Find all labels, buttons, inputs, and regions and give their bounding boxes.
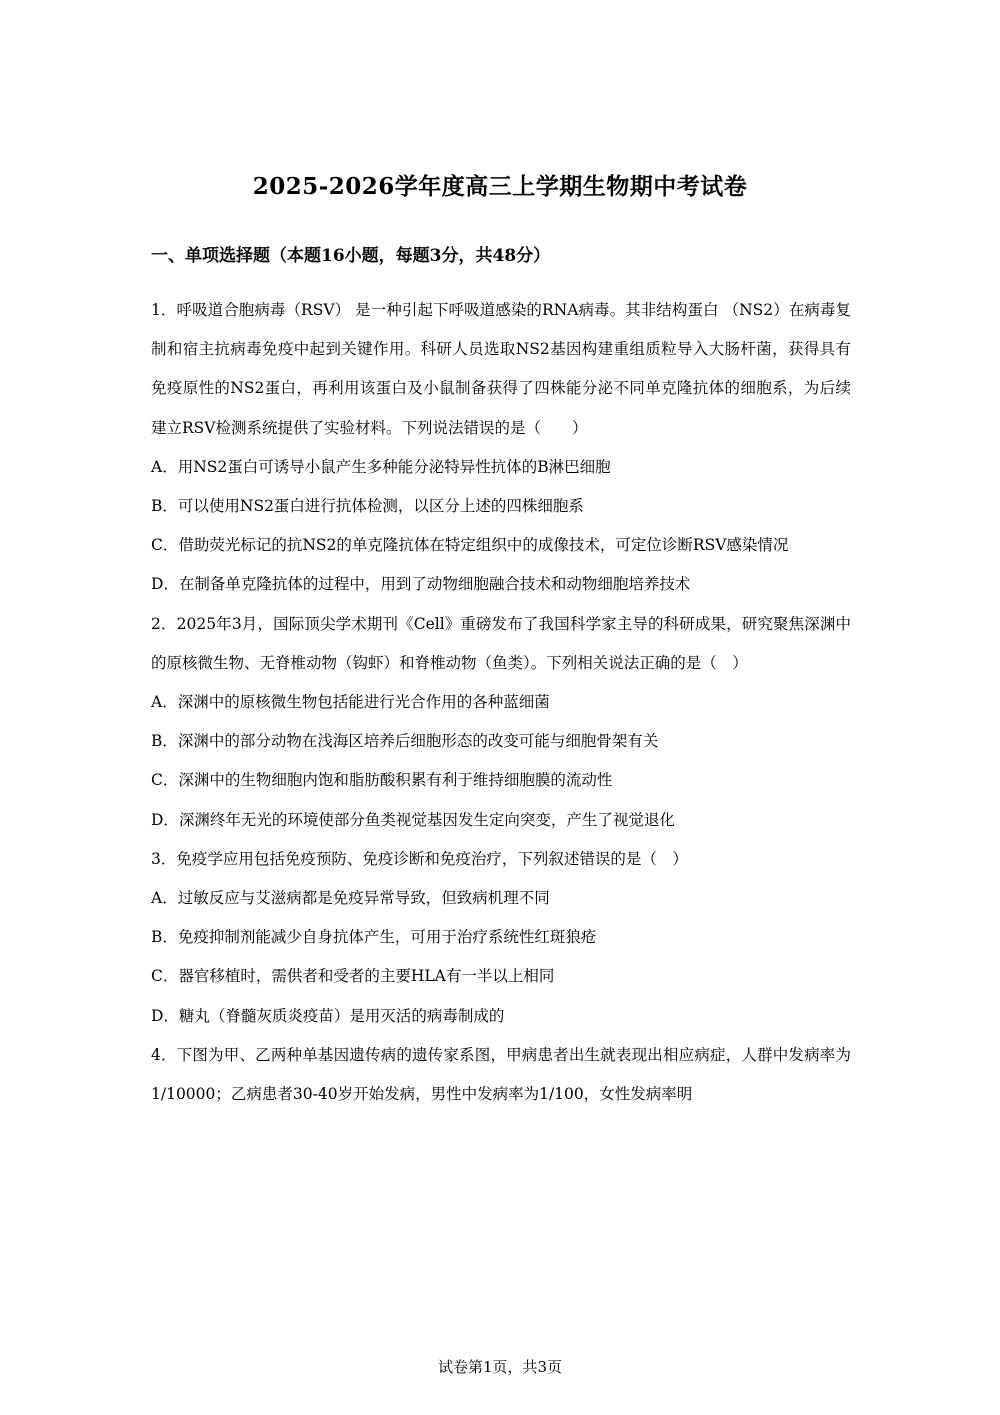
section-heading: 一、单项选择题（本题16小题，每题3分，共48分） [151,246,551,266]
question-stem: 1．呼吸道合胞病毒（RSV） 是一种引起下呼吸道感染的RNA病毒。其非结构蛋白 （NS2）在病毒复制和宿主抗病毒免疫中起到关键作用。科研人员选取NS2基因构建重组质粒导入大肠杆菌，获得具有免疫原性的NS2蛋白，再利用该蛋白及小鼠制备获得了四株能分泌不同单克隆抗体的细胞系，为后续建立RSV检测系统提供了实验材料。下列说法错误的是（ ） [151,301,851,437]
question-option-a: A．过敏反应与艾滋病都是免疫异常导致，但致病机理不同 [151,889,550,908]
question-4 [151,1036,851,1114]
question-1 [151,291,851,605]
question-option-c: C．器官移植时，需供者和受者的主要HLA有一半以上相同 [151,967,555,986]
page-title: 2025-2026学年度高三上学期生物期中考试卷 [252,173,748,200]
question-stem: 4．下图为甲、乙两种单基因遗传病的遗传家系图，甲病患者出生就表现出相应病症，人群中发病率为1/10000；乙病患者30-40岁开始发病，男性中发病率为1/100，女性发病率明 [151,1045,851,1104]
question-option-d: D．糖丸（脊髓灰质炎疫苗）是用灭活的病毒制成的 [151,1006,505,1025]
question-2 [151,605,851,840]
page-footer: 试卷第1页，共3页 [437,1358,563,1376]
question-stem: 3．免疫学应用包括免疫预防、免疫诊断和免疫治疗，下列叙述错误的是（ ） [151,849,688,868]
question-option-b: B．可以使用NS2蛋白进行抗体检测，以区分上述的四株细胞系 [151,497,584,516]
question-option-a: A．用NS2蛋白可诱导小鼠产生多种能分泌特异性抗体的B淋巴细胞 [151,457,611,476]
question-option-c: C．深渊中的生物细胞内饱和脂肪酸积累有利于维持细胞膜的流动性 [151,771,613,790]
question-option-d: D．在制备单克隆抗体的过程中，用到了动物细胞融合技术和动物细胞培养技术 [151,575,691,594]
question-option-c: C．借助荧光标记的抗NS2的单克隆抗体在特定组织中的成像技术，可定位诊断RSV感染情况 [151,536,789,555]
question-option-b: B．深渊中的部分动物在浅海区培养后细胞形态的改变可能与细胞骨架有关 [151,732,659,751]
question-stem: 2．2025年3月，国际顶尖学术期刊《Cell》重磅发布了我国科学家主导的科研成果，研究聚焦深渊中的原核微生物、无脊椎动物（钩虾）和脊椎动物（鱼类）。下列相关说法正确的是（ ） [151,614,851,672]
question-list [151,291,851,1114]
question-3 [151,840,851,1036]
question-option-d: D．深渊终年无光的环境使部分鱼类视觉基因发生定向突变，产生了视觉退化 [151,810,675,829]
question-option-a: A．深渊中的原核微生物包括能进行光合作用的各种蓝细菌 [151,693,550,712]
question-option-b: B．免疫抑制剂能减少自身抗体产生，可用于治疗系统性红斑狼疮 [151,928,597,947]
